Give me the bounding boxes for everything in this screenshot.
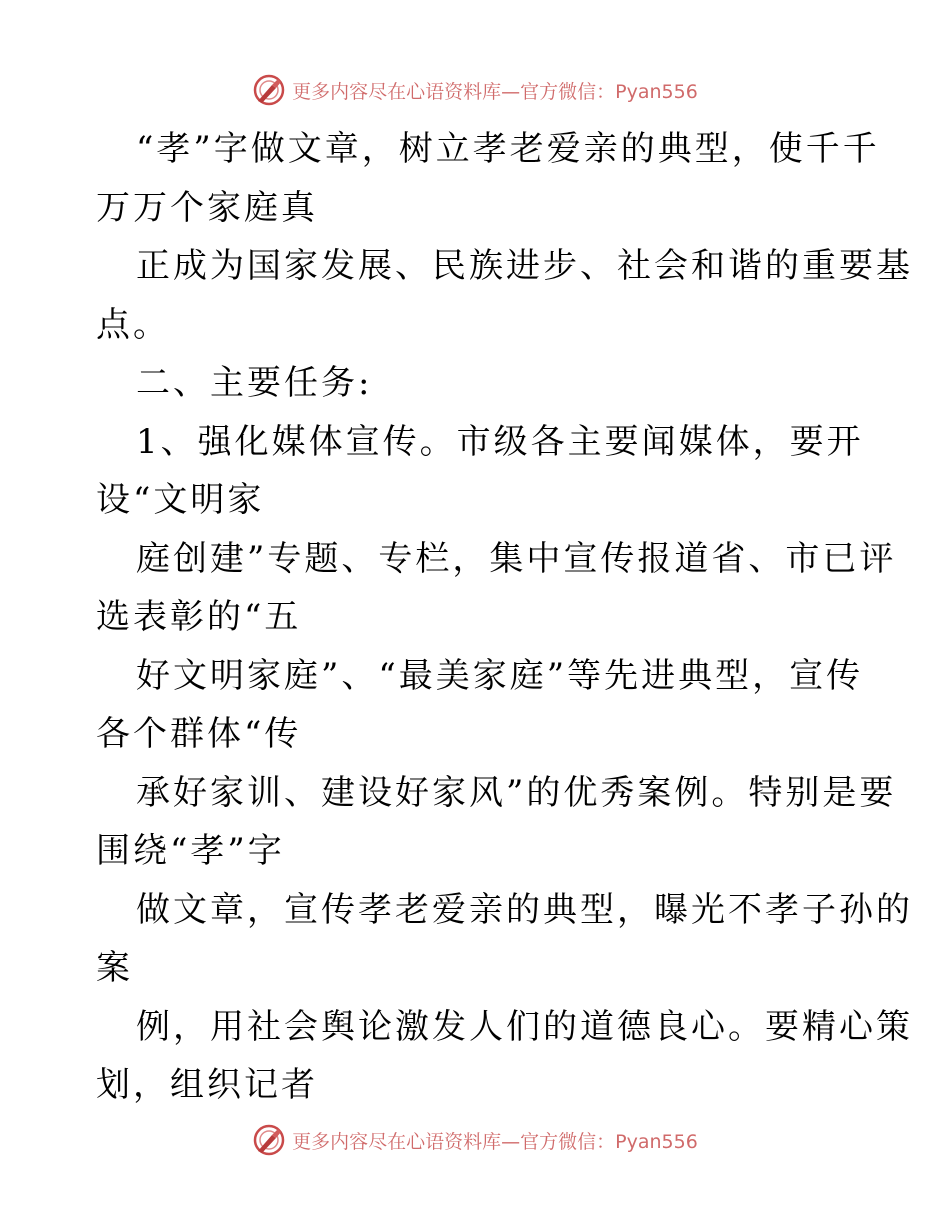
body-line: 案 — [96, 948, 133, 988]
document-body — [96, 120, 913, 1115]
header-watermark-banner — [0, 70, 950, 110]
pen-logo-icon — [252, 1123, 286, 1157]
body-line: 划，组织记者 — [96, 1065, 318, 1105]
body-line: “孝”字做文章，树立孝老爱亲的典型，使千千 — [136, 129, 880, 169]
body-line: 围绕“孝”字 — [96, 831, 285, 871]
body-line: 好文明家庭”、“最美家庭”等先进典型，宣传 — [136, 655, 864, 696]
body-line: 1、强化媒体宣传。市级各主要闻媒体，要开 — [136, 421, 864, 462]
body-line: 正成为国家发展、民族进步、社会和谐的重要基 — [136, 246, 913, 286]
header-watermark-text: 更多内容尽在心语资料库—官方微信：Pyan556 — [292, 80, 698, 103]
footer-watermark-banner — [0, 1120, 950, 1160]
body-line: 庭创建”专题、专栏，集中宣传报道省、市已评 — [136, 538, 897, 579]
section-heading: 二、主要任务: — [136, 363, 373, 403]
body-line: 做文章，宣传孝老爱亲的典型，曝光不孝子孙的 — [136, 889, 913, 930]
body-line: 承好家训、建设好家风”的优秀案例。特别是要 — [136, 772, 897, 813]
body-line: 设“文明家 — [96, 480, 265, 520]
body-line: 例，用社会舆论激发人们的道德良心。要精心策 — [136, 1006, 913, 1047]
body-line: 各个群体“传 — [96, 714, 302, 754]
footer-watermark-text: 更多内容尽在心语资料库—官方微信：Pyan556 — [292, 1130, 698, 1153]
pen-logo-icon — [252, 73, 286, 107]
body-line: 万万个家庭真 — [96, 187, 318, 228]
body-line: 点。 — [96, 304, 170, 345]
body-line: 选表彰的“五 — [96, 597, 302, 637]
